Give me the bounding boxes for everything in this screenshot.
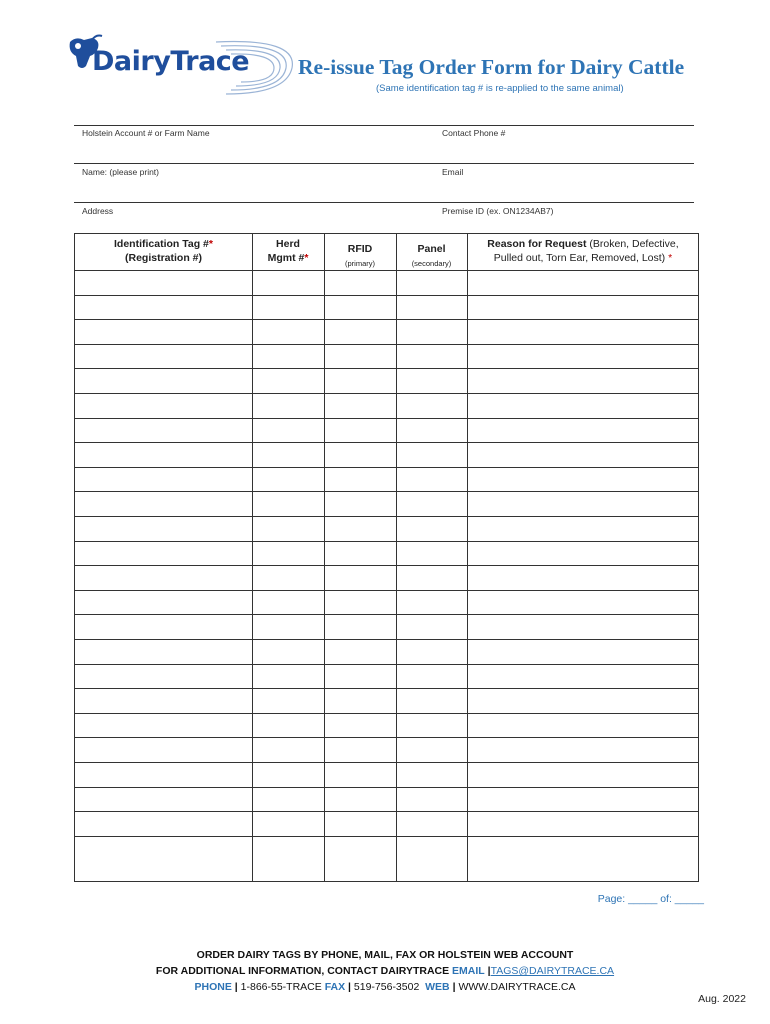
table-row <box>75 368 698 369</box>
table-row <box>75 393 698 394</box>
field-divider <box>74 202 694 203</box>
col-header-panel: Panel (secondary) <box>411 243 452 268</box>
form-subtitle: (Same identification tag # is re-applied to the same animal) <box>376 83 624 94</box>
column-divider <box>467 234 468 881</box>
premise-field-label: Premise ID (ex. ON1234AB7) <box>442 206 554 216</box>
address-field-label: Address <box>82 206 114 216</box>
email-field-label: Email <box>442 167 464 177</box>
account-field-label: Holstein Account # or Farm Name <box>82 128 210 138</box>
table-row <box>75 664 698 665</box>
table-row <box>75 270 698 271</box>
phone-number: 1-866-55-TRACE <box>240 981 322 993</box>
footer <box>0 947 770 995</box>
table-row <box>75 491 698 492</box>
table-row <box>75 713 698 714</box>
table-row <box>75 762 698 763</box>
table-row <box>75 639 698 640</box>
column-divider <box>324 234 325 881</box>
table-row <box>75 467 698 468</box>
table-row <box>75 344 698 345</box>
table-row <box>75 541 698 542</box>
fax-number: 519-756-3502 <box>353 981 420 993</box>
col-header-rfid: RFID (primary) <box>345 243 375 268</box>
table-row <box>75 565 698 566</box>
table-row <box>75 688 698 689</box>
table-row <box>75 319 698 320</box>
table-row <box>75 836 698 837</box>
table-row <box>75 442 698 443</box>
name-field-label: Name: (please print) <box>82 167 160 177</box>
logo-wordmark: DairyTrace <box>92 46 250 77</box>
column-divider <box>396 234 397 881</box>
form-title: Re-issue Tag Order Form for Dairy Cattle <box>298 55 685 79</box>
table-row <box>75 737 698 738</box>
revision-date: Aug. 2022 <box>698 993 746 1005</box>
email-link[interactable]: TAGS@DAIRYTRACE.CA <box>490 965 615 977</box>
field-divider <box>74 125 694 126</box>
col-header-herd-mgmt: Herd Mgmt #* <box>267 238 309 264</box>
field-divider <box>74 163 694 164</box>
web-link[interactable]: WWW.DAIRYTRACE.CA <box>458 981 576 993</box>
footer-line-2: FOR ADDITIONAL INFORMATION, CONTACT DAIRYTRACE EMAIL |TAGS@DAIRYTRACE.CA <box>155 965 615 977</box>
table-row <box>75 811 698 812</box>
page-count-line: Page: _____ of: _____ <box>597 893 704 905</box>
table-row <box>75 516 698 517</box>
phone-field-label: Contact Phone # <box>442 128 506 138</box>
dairytrace-logo <box>66 32 296 98</box>
footer-line-1: ORDER DAIRY TAGS BY PHONE, MAIL, FAX OR HOLSTEIN WEB ACCOUNT <box>196 949 574 961</box>
tag-order-table <box>74 233 699 882</box>
footer-line-3: PHONE | 1-866-55-TRACE FAX | 519-756-3502 WEB | WWW.DAIRYTRACE.CA <box>194 981 576 993</box>
column-divider <box>252 234 253 881</box>
table-row <box>75 614 698 615</box>
table-row <box>75 418 698 419</box>
table-row <box>75 590 698 591</box>
col-header-reason: Reason for Request (Broken, Defective, Pulled out, Torn Ear, Removed, Lost) * <box>487 238 679 264</box>
col-header-id-tag: Identification Tag #* (Registration #) <box>114 238 213 264</box>
table-row <box>75 295 698 296</box>
table-row <box>75 787 698 788</box>
